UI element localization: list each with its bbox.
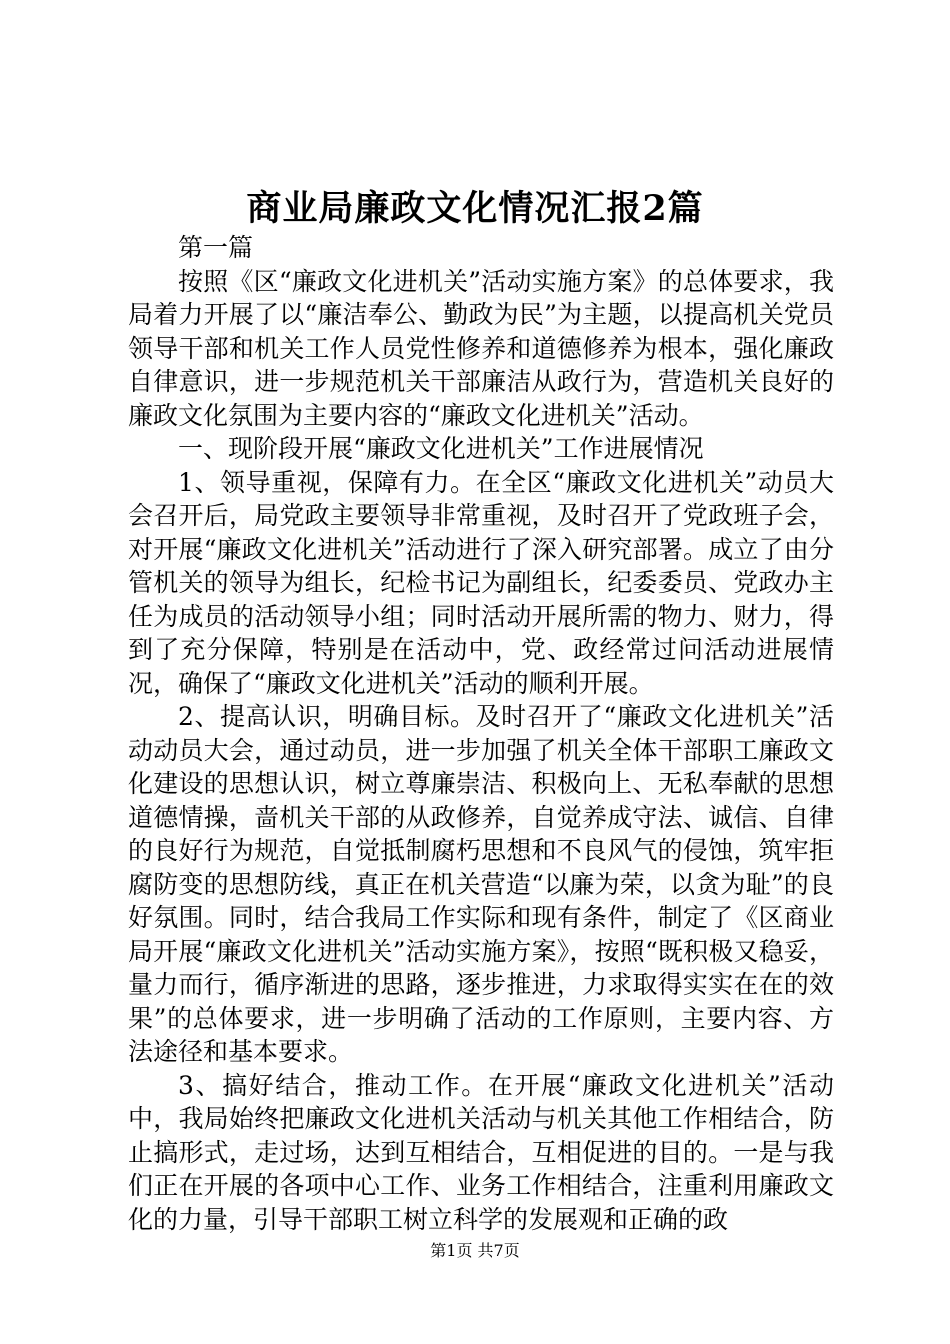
page-footer: 第1页 共7页 [430,1241,520,1260]
paragraph: 按照《区“廉政文化进机关”活动实施方案》的总体要求，我局着力开展了以“廉洁奉公、勤政为民”为主题，以提高机关党员领导干部和机关工作人员党性修养和道德修养为根本，强化廉政自律意识，进一步规范机关干部廉洁从政行为，营造机关良好的廉政文化氛围为主要内容的“廉政文化进机关”活动。 [128,266,834,430]
section-heading: 第一篇 [178,233,254,262]
document-title: 商业局廉政文化情况汇报2篇 [246,188,704,229]
paragraph: 2、提高认识，明确目标。及时召开了“廉政文化进机关”活动动员大会，通过动员，进一步加强了机关全体干部职工廉政文化建设的思想认识，树立尊廉崇洁、积极向上、无私奉献的思想道德情操，啬机关干部的从政修养，自觉养成守法、诚信、自律的良好行为规范，自觉抵制腐朽思想和不良风气的侵蚀，筑牢拒腐防变的思想防线，真正在机关营造“以廉为荣，以贪为耻”的良好氛围。同时，结合我局工作实际和现有条件，制定了《区商业局开展“廉政文化进机关”活动实施方案》，按照“既积极又稳妥，量力而行，循序渐进的思路，逐步推进，力求取得实实在在的效果”的总体要求，进一步明确了活动的工作原则，主要内容、方法途径和基本要求。 [128,702,834,1066]
paragraph: 1、领导重视，保障有力。在全区“廉政文化进机关”动员大会召开后，局党政主要领导非常重视，及时召开了党政班子会，对开展“廉政文化进机关”活动进行了深入研究部署。成立了由分管机关的领导为组长，纪检书记为副组长，纪委委员、党政办主任为成员的活动领导小组；同时活动开展所需的物力、财力，得到了充分保障，特别是在活动中，党、政经常过问活动进展情况，确保了“廉政文化进机关”活动的顺利开展。 [128,467,834,698]
section-subheading: 一、现阶段开展“廉政文化进机关”工作进展情况 [178,434,704,463]
document-body [128,231,834,1236]
paragraph: 3、搞好结合，推动工作。在开展“廉政文化进机关”活动中，我局始终把廉政文化进机关活动与机关其他工作相结合，防止搞形式，走过场，达到互相结合，互相促进的目的。一是与我们正在开展的各项中心工作、业务工作相结合，注重利用廉政文化的力量，引导干部职工树立科学的发展观和正确的政 [128,1070,834,1234]
